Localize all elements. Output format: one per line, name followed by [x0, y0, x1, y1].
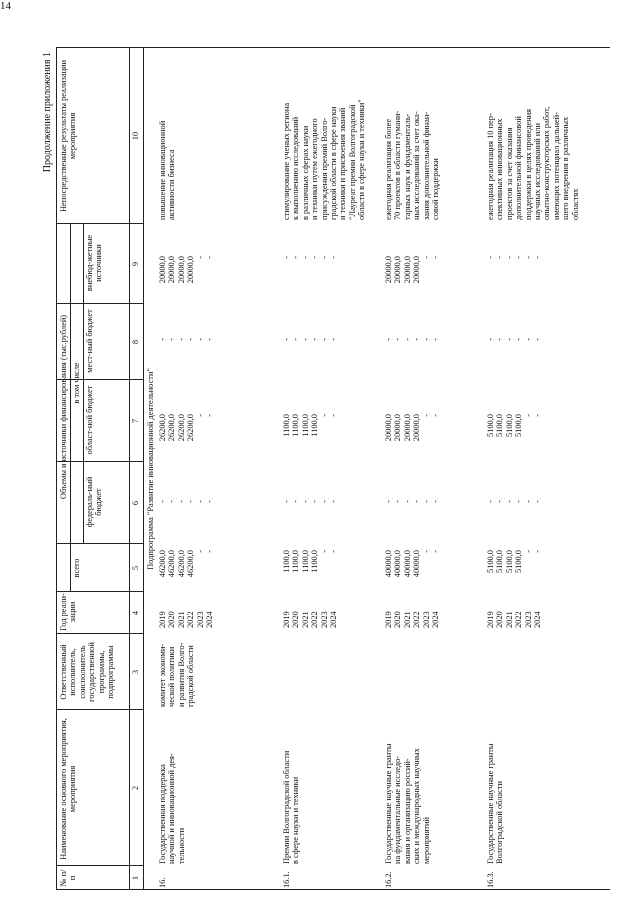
table-rule — [70, 224, 71, 592]
year-value: 2020 — [291, 611, 301, 628]
federal-budget-value: - — [186, 500, 196, 503]
table-rule — [143, 48, 144, 890]
total-funding-value: 40000,0 — [393, 550, 403, 578]
extrabudgetary-value: - — [300, 256, 310, 259]
federal-budget-value: - — [402, 500, 412, 503]
extrabudgetary-value: - — [495, 256, 505, 259]
expected-result-line: повышение инновационной — [158, 120, 167, 220]
year-value: 2021 — [402, 611, 412, 628]
local-budget-value: - — [205, 338, 215, 341]
header-col-extra: внебюд-жетные источники — [85, 234, 104, 292]
extrabudgetary-value: - — [523, 256, 533, 259]
extrabudgetary-value: - — [205, 256, 215, 259]
table-rule — [56, 223, 143, 224]
regional-budget-value: - — [195, 414, 205, 417]
expected-result — [282, 52, 367, 220]
extrabudgetary-value: - — [282, 256, 291, 259]
total-funding-value: - — [533, 550, 543, 553]
local-budget-value: - — [523, 338, 533, 341]
extrabudgetary-value: 20000,0 — [176, 256, 186, 284]
extrabudgetary-value: - — [533, 256, 543, 259]
total-funding-value: 5100,0 — [504, 550, 514, 574]
expected-result-line: активности бизнеса — [167, 149, 177, 220]
federal-budget-value: - — [300, 500, 310, 503]
federal-budget-value: - — [533, 500, 543, 503]
total-funding-value: 1100,0 — [310, 550, 320, 573]
regional-budget-value: - — [319, 414, 329, 417]
local-budget-value: - — [176, 338, 186, 341]
year-value: 2023 — [421, 611, 431, 628]
year-value: 2023 — [319, 611, 329, 628]
year-value: 2021 — [300, 611, 310, 628]
table-rule — [56, 889, 143, 890]
measure-name — [282, 714, 301, 864]
extrabudgetary-value: - — [504, 256, 514, 259]
regional-budget-value: 20000,0 — [412, 414, 422, 442]
total-funding-value: 1100,0 — [282, 550, 291, 573]
expected-result-line: и техники и присвоения званий — [338, 107, 348, 220]
federal-budget-value: - — [504, 500, 514, 503]
regional-budget-value: 1100,0 — [300, 414, 310, 437]
local-budget-value: - — [402, 338, 412, 341]
expected-result — [486, 52, 580, 220]
regional-budget-value: 1100,0 — [282, 414, 291, 437]
expected-result-line: дополнительной финансовой — [514, 116, 524, 220]
year-value: 2024 — [329, 611, 339, 628]
expected-result-line: шего внедрения в различных — [561, 116, 571, 220]
executor-line: градской области — [186, 645, 196, 707]
extrabudgetary-value: 20000,0 — [186, 256, 196, 284]
measure-name-line: Премии Волгоградской области — [282, 750, 291, 864]
federal-budget — [486, 500, 542, 540]
colnum-5: 5 — [131, 565, 140, 571]
total-funding-value: 40000,0 — [402, 550, 412, 578]
regional-budget-value: 1100,0 — [310, 414, 320, 437]
expected-result-line: ежегодная реализация более — [384, 118, 393, 220]
expected-result-line: 70 проектов в области гумани- — [393, 110, 403, 220]
extrabudgetary-value: - — [431, 256, 441, 259]
local-budget-value: - — [421, 338, 431, 341]
expected-result-line: научных исследований или — [533, 123, 543, 220]
federal-budget — [158, 500, 214, 540]
local-budget-value: - — [412, 338, 422, 341]
year-value: 2024 — [205, 611, 215, 628]
row-number: 16.3. — [486, 871, 495, 888]
expected-result — [158, 52, 177, 220]
expected-result-line: областях — [570, 188, 580, 220]
colnum-8: 8 — [131, 339, 140, 345]
extrabudgetary — [486, 256, 542, 300]
year-value: 2021 — [176, 611, 186, 628]
table-rule — [56, 48, 57, 890]
federal-budget-value: - — [282, 500, 291, 503]
regional-budget-value: 26200,0 — [158, 414, 167, 442]
local-budget-value: - — [384, 338, 393, 341]
executor-line: и развития Волго- — [176, 642, 186, 707]
total-funding — [158, 550, 214, 590]
regional-budget — [384, 414, 440, 458]
federal-budget-value: - — [319, 500, 329, 503]
header-col-year: Год реали-зации — [59, 593, 78, 631]
year-value: 2021 — [504, 611, 514, 628]
local-budget — [158, 338, 214, 376]
year-value: 2019 — [486, 611, 495, 628]
total-funding-value: 46200,0 — [158, 550, 167, 578]
regional-budget-value: 26200,0 — [167, 414, 177, 442]
year-value: 2022 — [186, 611, 196, 628]
local-budget-value: - — [167, 338, 177, 341]
year-value: 2024 — [431, 611, 441, 628]
expected-result-line: тарных наук и фундаменталь- — [402, 113, 412, 220]
expected-result-line: стимулирование ученых региона — [282, 102, 291, 220]
measure-name-line: в сфере науки и техники — [291, 776, 301, 864]
regional-budget-value: - — [329, 414, 339, 417]
header-col-total: всего — [72, 558, 81, 578]
federal-budget-value: - — [431, 500, 441, 503]
regional-budget — [282, 414, 338, 458]
total-funding — [384, 550, 440, 590]
local-budget — [384, 338, 440, 376]
federal-budget-value: - — [176, 500, 186, 503]
regional-budget-value: 1100,0 — [291, 414, 301, 437]
local-budget-value: - — [329, 338, 339, 341]
federal-budget-value: - — [329, 500, 339, 503]
rotated-table-sheet — [40, 48, 610, 890]
expected-result-line: присуждения премий Волго- — [319, 117, 329, 220]
table-rule — [129, 48, 130, 890]
total-funding-value: 1100,0 — [291, 550, 301, 573]
year-value: 2020 — [167, 611, 177, 628]
local-budget-value: - — [310, 338, 320, 341]
table-rule — [56, 865, 143, 866]
table-rule — [56, 47, 610, 48]
table-rule — [56, 633, 143, 634]
row-number: 16. — [158, 877, 167, 888]
total-funding-value: - — [431, 550, 441, 553]
page-number: 14 — [0, 0, 11, 12]
years-column — [158, 594, 214, 628]
measure-name-line: тельности — [176, 827, 186, 864]
federal-budget-value: - — [310, 500, 320, 503]
measure-name — [384, 714, 431, 864]
regional-budget — [486, 414, 542, 458]
total-funding-value: 46200,0 — [176, 550, 186, 578]
expected-result-line: "Лауреат премии Волгоградской — [347, 104, 357, 220]
expected-result-line: и техники путем ежегодного — [310, 118, 320, 220]
measure-name-line: Государственные научные гранты — [486, 743, 495, 864]
federal-budget-value: - — [421, 500, 431, 503]
local-budget-value: - — [186, 338, 196, 341]
regional-budget-value: 5100,0 — [514, 414, 524, 438]
colnum-4: 4 — [131, 610, 140, 616]
expected-result-line: в различных сферах науки — [300, 125, 310, 220]
header-col-results: Непосредственные результаты реализации мероприятия — [59, 59, 78, 213]
federal-budget-value: - — [393, 500, 403, 503]
total-funding-value: 46200,0 — [167, 550, 177, 578]
total-funding — [282, 550, 338, 590]
extrabudgetary-value: - — [310, 256, 320, 259]
federal-budget-value: - — [486, 500, 495, 503]
local-budget-value: - — [495, 338, 505, 341]
total-funding-value: 40000,0 — [384, 550, 393, 578]
continuation-title: Продолжение приложения 1 — [42, 52, 53, 173]
regional-budget-value: - — [421, 414, 431, 417]
expected-result-line: имеющих потенциал дальней- — [551, 112, 561, 220]
regional-budget-value: 20000,0 — [393, 414, 403, 442]
year-value: 2022 — [514, 611, 524, 628]
extrabudgetary — [282, 256, 338, 300]
total-funding-value: 5100,0 — [514, 550, 524, 574]
row-number: 16.2. — [384, 871, 393, 888]
year-value: 2022 — [412, 611, 422, 628]
local-budget — [282, 338, 338, 376]
total-funding — [486, 550, 542, 590]
regional-budget-value: - — [523, 414, 533, 417]
table-rule — [56, 461, 143, 462]
total-funding-value: 5100,0 — [495, 550, 505, 574]
executor-line: комитет экономи- — [158, 643, 167, 707]
extrabudgetary-value: 20000,0 — [167, 256, 177, 284]
measure-name-line: Государственные научные гранты — [384, 743, 393, 864]
executor-line: ческой политики — [167, 646, 177, 707]
expected-result-line: совой поддержки — [431, 158, 441, 220]
total-funding-value: 46200,0 — [186, 550, 196, 578]
local-budget-value: - — [291, 338, 301, 341]
year-value: 2022 — [310, 611, 320, 628]
table-rule — [56, 303, 143, 304]
measure-name-line: на фундаментальные исследо- — [393, 755, 403, 864]
table-rule — [70, 543, 143, 544]
local-budget-value: - — [514, 338, 524, 341]
header-col-funding: Объемы и источники финансирования (тыс.рублей) — [59, 314, 68, 500]
local-budget-value: - — [533, 338, 543, 341]
expected-result-line: зания дополнительной финан- — [421, 111, 431, 220]
local-budget-value: - — [504, 338, 514, 341]
header-col-federal: федераль-ный бюджет — [85, 476, 104, 528]
year-value: 2023 — [523, 611, 533, 628]
extrabudgetary-value: 20000,0 — [402, 256, 412, 284]
regional-budget-value: 20000,0 — [384, 414, 393, 442]
header-col-name: Наименование основного мероприятия, мероприятия — [59, 718, 78, 860]
federal-budget-value: - — [514, 500, 524, 503]
table-rule — [56, 379, 143, 380]
header-col-regional: област-ной бюджет — [85, 385, 94, 455]
program-table — [56, 48, 610, 890]
local-budget-value: - — [158, 338, 167, 341]
local-budget-value: - — [300, 338, 310, 341]
expected-result-line: поддержки в целях проведения — [523, 108, 533, 220]
total-funding-value: 5100,0 — [486, 550, 495, 574]
years-column — [486, 594, 542, 628]
expected-result — [384, 52, 440, 220]
row-number: 16.1. — [282, 871, 291, 888]
header-col-local: мест-ный бюджет — [85, 309, 94, 373]
federal-budget-value: - — [195, 500, 205, 503]
colnum-6: 6 — [131, 500, 140, 506]
executor — [158, 637, 196, 707]
header-col-no: № п/п — [59, 869, 78, 887]
total-funding-value: - — [319, 550, 329, 553]
regional-budget — [158, 414, 214, 458]
total-funding-value: 1100,0 — [300, 550, 310, 573]
federal-budget-value: - — [384, 500, 393, 503]
measure-name — [486, 714, 505, 864]
colnum-2: 2 — [131, 785, 140, 791]
year-value: 2023 — [195, 611, 205, 628]
measure-name-line: мероприятий — [421, 816, 431, 864]
total-funding-value: - — [329, 550, 339, 553]
table-rule — [83, 224, 84, 544]
federal-budget — [282, 500, 338, 540]
year-value: 2020 — [495, 611, 505, 628]
expected-result-line: к выполнению исследований — [291, 116, 301, 220]
extrabudgetary-value: - — [319, 256, 329, 259]
expected-result-line: области в сфере науки и техники" — [357, 99, 367, 220]
extrabudgetary-value: 20000,0 — [384, 256, 393, 284]
local-budget — [486, 338, 542, 376]
federal-budget-value: - — [495, 500, 505, 503]
expected-result-line: проектов за счет оказания — [504, 127, 514, 220]
total-funding-value: - — [421, 550, 431, 553]
extrabudgetary-value: - — [195, 256, 205, 259]
measure-name-line: вания и организацию россий- — [402, 758, 412, 864]
local-budget-value: - — [431, 338, 441, 341]
extrabudgetary-value: - — [514, 256, 524, 259]
years-column — [384, 594, 440, 628]
colnum-10: 10 — [131, 131, 140, 141]
expected-result-line: ежегодная реализация 10 пер- — [486, 113, 495, 220]
measure-name — [158, 714, 186, 864]
header-col-including: в том числе — [72, 362, 81, 404]
year-value: 2024 — [533, 611, 543, 628]
subprogram-title: Подпрограмма "Развитие инновационной деятельности" — [146, 368, 155, 570]
regional-budget-value: - — [533, 414, 543, 417]
regional-budget-value: - — [431, 414, 441, 417]
regional-budget-value: 5100,0 — [486, 414, 495, 438]
extrabudgetary-value: 20000,0 — [412, 256, 422, 284]
total-funding-value: 40000,0 — [412, 550, 422, 578]
year-value: 2019 — [158, 611, 167, 628]
total-funding-value: - — [205, 550, 215, 553]
local-budget-value: - — [486, 338, 495, 341]
total-funding-value: - — [195, 550, 205, 553]
table-rule — [143, 889, 610, 890]
extrabudgetary-value: - — [291, 256, 301, 259]
extrabudgetary-value: 20000,0 — [158, 256, 167, 284]
measure-name-line: Волгоградской области — [495, 781, 505, 864]
local-budget-value: - — [195, 338, 205, 341]
colnum-1: 1 — [131, 875, 140, 881]
colnum-3: 3 — [131, 669, 140, 675]
local-budget-value: - — [319, 338, 329, 341]
federal-budget-value: - — [291, 500, 301, 503]
federal-budget-value: - — [158, 500, 167, 503]
regional-budget-value: - — [205, 414, 215, 417]
local-budget-value: - — [282, 338, 291, 341]
extrabudgetary-value: 20000,0 — [393, 256, 403, 284]
federal-budget-value: - — [523, 500, 533, 503]
measure-name-line: ских и международных научных — [412, 748, 422, 864]
expected-result-line: опытно-конструкторских работ, — [542, 106, 552, 220]
extrabudgetary-value: - — [329, 256, 339, 259]
year-value: 2020 — [393, 611, 403, 628]
federal-budget-value: - — [205, 500, 215, 503]
header-col-executor: Ответственный исполнитель, соисполнитель государственной программы, подпрограммы — [59, 642, 116, 702]
year-value: 2019 — [384, 611, 393, 628]
regional-budget-value: 5100,0 — [495, 414, 505, 438]
expected-result-line: спективных инновационных — [495, 118, 505, 220]
federal-budget-value: - — [412, 500, 422, 503]
year-value: 2019 — [282, 611, 291, 628]
extrabudgetary-value: - — [486, 256, 495, 259]
regional-budget-value: 5100,0 — [504, 414, 514, 438]
table-rule — [56, 591, 143, 592]
measure-name-line: Государственная поддержка — [158, 764, 167, 864]
local-budget-value: - — [393, 338, 403, 341]
colnum-7: 7 — [131, 418, 140, 424]
measure-name-line: научной и инновационной дея- — [167, 753, 177, 864]
regional-budget-value: 20000,0 — [402, 414, 412, 442]
federal-budget — [384, 500, 440, 540]
federal-budget-value: - — [167, 500, 177, 503]
regional-budget-value: 26200,0 — [186, 414, 196, 442]
regional-budget-value: 26200,0 — [176, 414, 186, 442]
expected-result-line: градской области в сфере науки — [329, 106, 339, 220]
extrabudgetary — [384, 256, 440, 300]
total-funding-value: - — [523, 550, 533, 553]
extrabudgetary — [158, 256, 214, 300]
expected-result-line: ных исследований за счет ока- — [412, 111, 422, 220]
colnum-9: 9 — [131, 261, 140, 267]
extrabudgetary-value: - — [421, 256, 431, 259]
table-rule — [56, 709, 143, 710]
years-column — [282, 594, 338, 628]
